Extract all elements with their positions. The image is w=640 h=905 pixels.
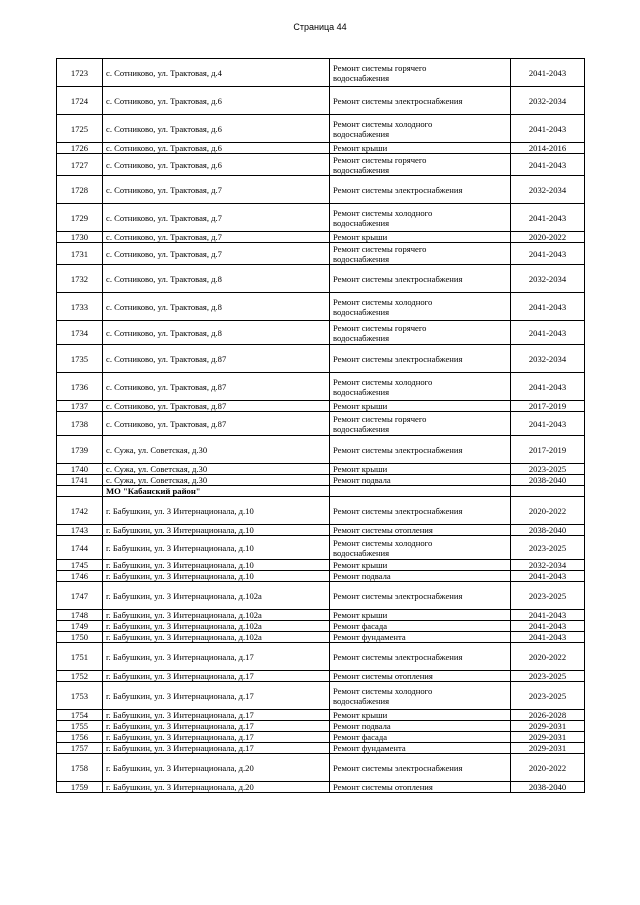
row-address: г. Бабушкин, ул. 3 Интернационала, д.17 bbox=[103, 743, 330, 754]
row-work-type bbox=[330, 321, 511, 345]
row-work-type bbox=[330, 643, 511, 671]
row-address: с. Сотниково, ул. Трактовая, д.6 bbox=[103, 87, 330, 115]
table-row bbox=[57, 87, 585, 115]
row-address: с. Сотниково, ул. Трактовая, д.87 bbox=[103, 345, 330, 373]
work-type-line: Ремонт системы электроснабжения bbox=[333, 184, 463, 195]
row-number: 1732 bbox=[57, 265, 103, 293]
row-period: 2041-2043 bbox=[511, 204, 585, 232]
row-period: 2020-2022 bbox=[511, 232, 585, 243]
row-period: 2017-2019 bbox=[511, 401, 585, 412]
table-row bbox=[57, 582, 585, 610]
row-number: 1742 bbox=[57, 497, 103, 525]
row-period: 2041-2043 bbox=[511, 293, 585, 321]
row-number: 1756 bbox=[57, 732, 103, 743]
table-row bbox=[57, 560, 585, 571]
work-type-line: водоснабжения bbox=[333, 332, 390, 343]
row-work-type bbox=[330, 87, 511, 115]
row-period: 2023-2025 bbox=[511, 582, 585, 610]
row-number: 1754 bbox=[57, 710, 103, 721]
row-period: 2041-2043 bbox=[511, 412, 585, 436]
row-number: 1753 bbox=[57, 682, 103, 710]
row-period: 2038-2040 bbox=[511, 475, 585, 486]
row-work-type bbox=[330, 154, 511, 176]
row-address: г. Бабушкин, ул. 3 Интернационала, д.17 bbox=[103, 721, 330, 732]
row-address: г. Бабушкин, ул. 3 Интернационала, д.10 bbox=[103, 525, 330, 536]
row-work-type bbox=[330, 464, 511, 475]
row-period: 2041-2043 bbox=[511, 243, 585, 265]
table-row bbox=[57, 154, 585, 176]
row-address: с. Сотниково, ул. Трактовая, д.87 bbox=[103, 401, 330, 412]
row-address: с. Сужа, ул. Советская, д.30 bbox=[103, 464, 330, 475]
table-row bbox=[57, 536, 585, 560]
row-address: г. Бабушкин, ул. 3 Интернационала, д.17 bbox=[103, 682, 330, 710]
table-row bbox=[57, 143, 585, 154]
row-period: 2026-2028 bbox=[511, 710, 585, 721]
work-type-line: Ремонт системы электроснабжения bbox=[333, 353, 463, 364]
table-row bbox=[57, 265, 585, 293]
row-period: 2032-2034 bbox=[511, 265, 585, 293]
work-type-line: водоснабжения bbox=[333, 547, 390, 558]
section-row bbox=[57, 486, 585, 497]
row-work-type bbox=[330, 754, 511, 782]
row-address: г. Бабушкин, ул. 3 Интернационала, д.17 bbox=[103, 643, 330, 671]
work-type-line: водоснабжения bbox=[333, 72, 390, 83]
row-work-type bbox=[330, 743, 511, 754]
work-type-line: Ремонт системы горячего bbox=[333, 62, 427, 73]
work-type-line: Ремонт системы электроснабжения bbox=[333, 505, 463, 516]
row-number: 1729 bbox=[57, 204, 103, 232]
table-row bbox=[57, 412, 585, 436]
row-number: 1759 bbox=[57, 782, 103, 793]
row-work-type bbox=[330, 571, 511, 582]
row-period: 2017-2019 bbox=[511, 436, 585, 464]
work-type-line: Ремонт системы электроснабжения bbox=[333, 95, 463, 106]
table-row bbox=[57, 464, 585, 475]
row-number: 1734 bbox=[57, 321, 103, 345]
work-type-line: Ремонт подвала bbox=[333, 475, 391, 485]
row-period: 2041-2043 bbox=[511, 610, 585, 621]
row-work-type bbox=[330, 582, 511, 610]
row-address: г. Бабушкин, ул. 3 Интернационала, д.102а bbox=[103, 632, 330, 643]
page-header: Страница 44 bbox=[293, 22, 347, 32]
row-address: г. Бабушкин, ул. 3 Интернационала, д.17 bbox=[103, 710, 330, 721]
row-period: 2038-2040 bbox=[511, 782, 585, 793]
row-work-type bbox=[330, 721, 511, 732]
row-number: 1737 bbox=[57, 401, 103, 412]
row-period: 2041-2043 bbox=[511, 321, 585, 345]
row-period: 2032-2034 bbox=[511, 176, 585, 204]
work-type-line: Ремонт подвала bbox=[333, 571, 391, 581]
table-row bbox=[57, 59, 585, 87]
row-address: с. Сотниково, ул. Трактовая, д.87 bbox=[103, 412, 330, 436]
row-address: г. Бабушкин, ул. 3 Интернационала, д.10 bbox=[103, 571, 330, 582]
row-number: 1751 bbox=[57, 643, 103, 671]
row-number: 1745 bbox=[57, 560, 103, 571]
work-type-line: Ремонт системы отопления bbox=[333, 782, 433, 792]
row-number: 1744 bbox=[57, 536, 103, 560]
work-type-line: Ремонт системы отопления bbox=[333, 671, 433, 681]
table-row bbox=[57, 571, 585, 582]
row-address: г. Бабушкин, ул. 3 Интернационала, д.102а bbox=[103, 621, 330, 632]
row-number: 1752 bbox=[57, 671, 103, 682]
row-address: с. Сотниково, ул. Трактовая, д.6 bbox=[103, 115, 330, 143]
row-work-type bbox=[330, 710, 511, 721]
row-work-type bbox=[330, 345, 511, 373]
row-address: с. Сотниково, ул. Трактовая, д.6 bbox=[103, 143, 330, 154]
row-address: г. Бабушкин, ул. 3 Интернационала, д.17 bbox=[103, 671, 330, 682]
row-period: 2023-2025 bbox=[511, 671, 585, 682]
repair-schedule-table bbox=[56, 58, 585, 793]
table-row bbox=[57, 621, 585, 632]
row-work-type bbox=[330, 497, 511, 525]
row-work-type bbox=[330, 204, 511, 232]
row-period: 2023-2025 bbox=[511, 464, 585, 475]
row-work-type bbox=[330, 401, 511, 412]
work-type-line: Ремонт системы горячего bbox=[333, 243, 427, 254]
section-work-cell bbox=[330, 486, 511, 497]
row-number: 1739 bbox=[57, 436, 103, 464]
work-type-line: водоснабжения bbox=[333, 306, 390, 317]
row-period: 2029-2031 bbox=[511, 732, 585, 743]
table-body-after-section bbox=[57, 497, 585, 793]
row-number: 1746 bbox=[57, 571, 103, 582]
row-work-type bbox=[330, 621, 511, 632]
row-work-type bbox=[330, 610, 511, 621]
table-row bbox=[57, 436, 585, 464]
row-number: 1749 bbox=[57, 621, 103, 632]
work-type-line: Ремонт системы холодного bbox=[333, 207, 433, 218]
table-section-header bbox=[57, 486, 585, 497]
row-address: с. Сотниково, ул. Трактовая, д.8 bbox=[103, 265, 330, 293]
row-address: г. Бабушкин, ул. 3 Интернационала, д.17 bbox=[103, 732, 330, 743]
row-period: 2041-2043 bbox=[511, 115, 585, 143]
table-row bbox=[57, 721, 585, 732]
row-work-type bbox=[330, 732, 511, 743]
row-address: с. Сотниково, ул. Трактовая, д.7 bbox=[103, 232, 330, 243]
row-work-type bbox=[330, 682, 511, 710]
row-number: 1723 bbox=[57, 59, 103, 87]
work-type-line: водоснабжения bbox=[333, 253, 390, 264]
work-type-line: Ремонт системы электроснабжения bbox=[333, 762, 463, 773]
row-period: 2029-2031 bbox=[511, 743, 585, 754]
row-work-type bbox=[330, 373, 511, 401]
table-row bbox=[57, 743, 585, 754]
work-type-line: водоснабжения bbox=[333, 217, 390, 228]
row-address: г. Бабушкин, ул. 3 Интернационала, д.20 bbox=[103, 782, 330, 793]
row-work-type bbox=[330, 436, 511, 464]
row-period: 2041-2043 bbox=[511, 571, 585, 582]
row-work-type bbox=[330, 671, 511, 682]
work-type-line: Ремонт фундамента bbox=[333, 743, 406, 753]
row-number: 1727 bbox=[57, 154, 103, 176]
work-type-line: Ремонт крыши bbox=[333, 710, 388, 720]
row-period: 2041-2043 bbox=[511, 59, 585, 87]
work-type-line: Ремонт системы электроснабжения bbox=[333, 651, 463, 662]
row-period: 2032-2034 bbox=[511, 87, 585, 115]
row-number: 1755 bbox=[57, 721, 103, 732]
row-address: с. Сотниково, ул. Трактовая, д.7 bbox=[103, 243, 330, 265]
work-type-line: Ремонт системы горячего bbox=[333, 154, 427, 165]
row-period: 2038-2040 bbox=[511, 525, 585, 536]
row-number: 1726 bbox=[57, 143, 103, 154]
table-row bbox=[57, 632, 585, 643]
table-row bbox=[57, 204, 585, 232]
row-number: 1725 bbox=[57, 115, 103, 143]
table-row bbox=[57, 176, 585, 204]
row-address: г. Бабушкин, ул. 3 Интернационала, д.20 bbox=[103, 754, 330, 782]
row-address: с. Сотниково, ул. Трактовая, д.6 bbox=[103, 154, 330, 176]
table-row bbox=[57, 475, 585, 486]
row-number: 1738 bbox=[57, 412, 103, 436]
row-work-type bbox=[330, 176, 511, 204]
table-row bbox=[57, 782, 585, 793]
work-type-line: Ремонт системы холодного bbox=[333, 537, 433, 548]
work-type-line: Ремонт крыши bbox=[333, 143, 388, 153]
work-type-line: Ремонт системы холодного bbox=[333, 118, 433, 129]
row-address: с. Сотниково, ул. Трактовая, д.7 bbox=[103, 204, 330, 232]
row-period: 2020-2022 bbox=[511, 497, 585, 525]
work-type-line: Ремонт системы отопления bbox=[333, 525, 433, 535]
table-row bbox=[57, 293, 585, 321]
table-row bbox=[57, 345, 585, 373]
row-period: 2032-2034 bbox=[511, 560, 585, 571]
work-type-line: Ремонт крыши bbox=[333, 464, 388, 474]
work-type-line: Ремонт системы горячего bbox=[333, 322, 427, 333]
row-work-type bbox=[330, 782, 511, 793]
table-row bbox=[57, 610, 585, 621]
table-row bbox=[57, 682, 585, 710]
row-work-type bbox=[330, 265, 511, 293]
row-work-type bbox=[330, 143, 511, 154]
row-work-type bbox=[330, 536, 511, 560]
row-work-type bbox=[330, 475, 511, 486]
work-type-line: Ремонт системы электроснабжения bbox=[333, 273, 463, 284]
row-number: 1747 bbox=[57, 582, 103, 610]
row-number: 1740 bbox=[57, 464, 103, 475]
row-number: 1728 bbox=[57, 176, 103, 204]
work-type-line: водоснабжения bbox=[333, 164, 390, 175]
section-period-cell bbox=[511, 486, 585, 497]
work-type-line: Ремонт системы электроснабжения bbox=[333, 590, 463, 601]
table-row bbox=[57, 115, 585, 143]
row-number: 1748 bbox=[57, 610, 103, 621]
row-period: 2032-2034 bbox=[511, 345, 585, 373]
row-work-type bbox=[330, 632, 511, 643]
table-row bbox=[57, 232, 585, 243]
row-address: с. Сотниково, ул. Трактовая, д.8 bbox=[103, 293, 330, 321]
table-row bbox=[57, 732, 585, 743]
row-period: 2020-2022 bbox=[511, 754, 585, 782]
row-address: г. Бабушкин, ул. 3 Интернационала, д.10 bbox=[103, 497, 330, 525]
row-address: с. Сужа, ул. Советская, д.30 bbox=[103, 436, 330, 464]
row-work-type bbox=[330, 560, 511, 571]
table-row bbox=[57, 754, 585, 782]
row-number: 1741 bbox=[57, 475, 103, 486]
row-number: 1757 bbox=[57, 743, 103, 754]
table-row bbox=[57, 243, 585, 265]
row-number: 1736 bbox=[57, 373, 103, 401]
row-address: с. Сотниково, ул. Трактовая, д.8 bbox=[103, 321, 330, 345]
table-row bbox=[57, 525, 585, 536]
row-number: 1730 bbox=[57, 232, 103, 243]
row-number: 1743 bbox=[57, 525, 103, 536]
row-work-type bbox=[330, 115, 511, 143]
table-body-before-section bbox=[57, 59, 585, 486]
row-address: с. Сотниково, ул. Трактовая, д.87 bbox=[103, 373, 330, 401]
row-period: 2023-2025 bbox=[511, 682, 585, 710]
work-type-line: Ремонт подвала bbox=[333, 721, 391, 731]
row-address: с. Сотниково, ул. Трактовая, д.7 bbox=[103, 176, 330, 204]
work-type-line: Ремонт системы электроснабжения bbox=[333, 444, 463, 455]
work-type-line: Ремонт крыши bbox=[333, 610, 388, 620]
row-number: 1731 bbox=[57, 243, 103, 265]
table-row bbox=[57, 321, 585, 345]
row-period: 2020-2022 bbox=[511, 643, 585, 671]
row-period: 2041-2043 bbox=[511, 632, 585, 643]
row-period: 2041-2043 bbox=[511, 373, 585, 401]
row-period: 2041-2043 bbox=[511, 621, 585, 632]
row-work-type bbox=[330, 59, 511, 87]
work-type-line: водоснабжения bbox=[333, 695, 390, 706]
row-work-type bbox=[330, 243, 511, 265]
row-address: г. Бабушкин, ул. 3 Интернационала, д.10 bbox=[103, 536, 330, 560]
row-number: 1733 bbox=[57, 293, 103, 321]
row-work-type bbox=[330, 232, 511, 243]
work-type-line: Ремонт крыши bbox=[333, 232, 388, 242]
row-period: 2014-2016 bbox=[511, 143, 585, 154]
section-title: МО "Кабанский район" bbox=[103, 486, 330, 497]
row-period: 2041-2043 bbox=[511, 154, 585, 176]
work-type-line: Ремонт системы горячего bbox=[333, 413, 427, 424]
work-type-line: Ремонт системы холодного bbox=[333, 376, 433, 387]
work-type-line: Ремонт фундамента bbox=[333, 632, 406, 642]
row-address: г. Бабушкин, ул. 3 Интернационала, д.102а bbox=[103, 610, 330, 621]
work-type-line: водоснабжения bbox=[333, 386, 390, 397]
table-row bbox=[57, 373, 585, 401]
work-type-line: Ремонт крыши bbox=[333, 560, 388, 570]
row-period: 2023-2025 bbox=[511, 536, 585, 560]
row-address: г. Бабушкин, ул. 3 Интернационала, д.10 bbox=[103, 560, 330, 571]
work-type-line: водоснабжения bbox=[333, 423, 390, 434]
work-type-line: Ремонт системы холодного bbox=[333, 685, 433, 696]
section-num-cell bbox=[57, 486, 103, 497]
table-row bbox=[57, 497, 585, 525]
row-address: с. Сужа, ул. Советская, д.30 bbox=[103, 475, 330, 486]
table-row bbox=[57, 643, 585, 671]
row-number: 1724 bbox=[57, 87, 103, 115]
row-work-type bbox=[330, 525, 511, 536]
table-row bbox=[57, 710, 585, 721]
work-type-line: Ремонт системы холодного bbox=[333, 296, 433, 307]
table-row bbox=[57, 671, 585, 682]
row-period: 2029-2031 bbox=[511, 721, 585, 732]
work-type-line: Ремонт крыши bbox=[333, 401, 388, 411]
row-number: 1750 bbox=[57, 632, 103, 643]
work-type-line: Ремонт фасада bbox=[333, 732, 388, 742]
row-number: 1758 bbox=[57, 754, 103, 782]
row-work-type bbox=[330, 293, 511, 321]
row-number: 1735 bbox=[57, 345, 103, 373]
row-address: с. Сотниково, ул. Трактовая, д.4 bbox=[103, 59, 330, 87]
table-row bbox=[57, 401, 585, 412]
work-type-line: Ремонт фасада bbox=[333, 621, 388, 631]
row-work-type bbox=[330, 412, 511, 436]
work-type-line: водоснабжения bbox=[333, 128, 390, 139]
row-address: г. Бабушкин, ул. 3 Интернационала, д.102а bbox=[103, 582, 330, 610]
